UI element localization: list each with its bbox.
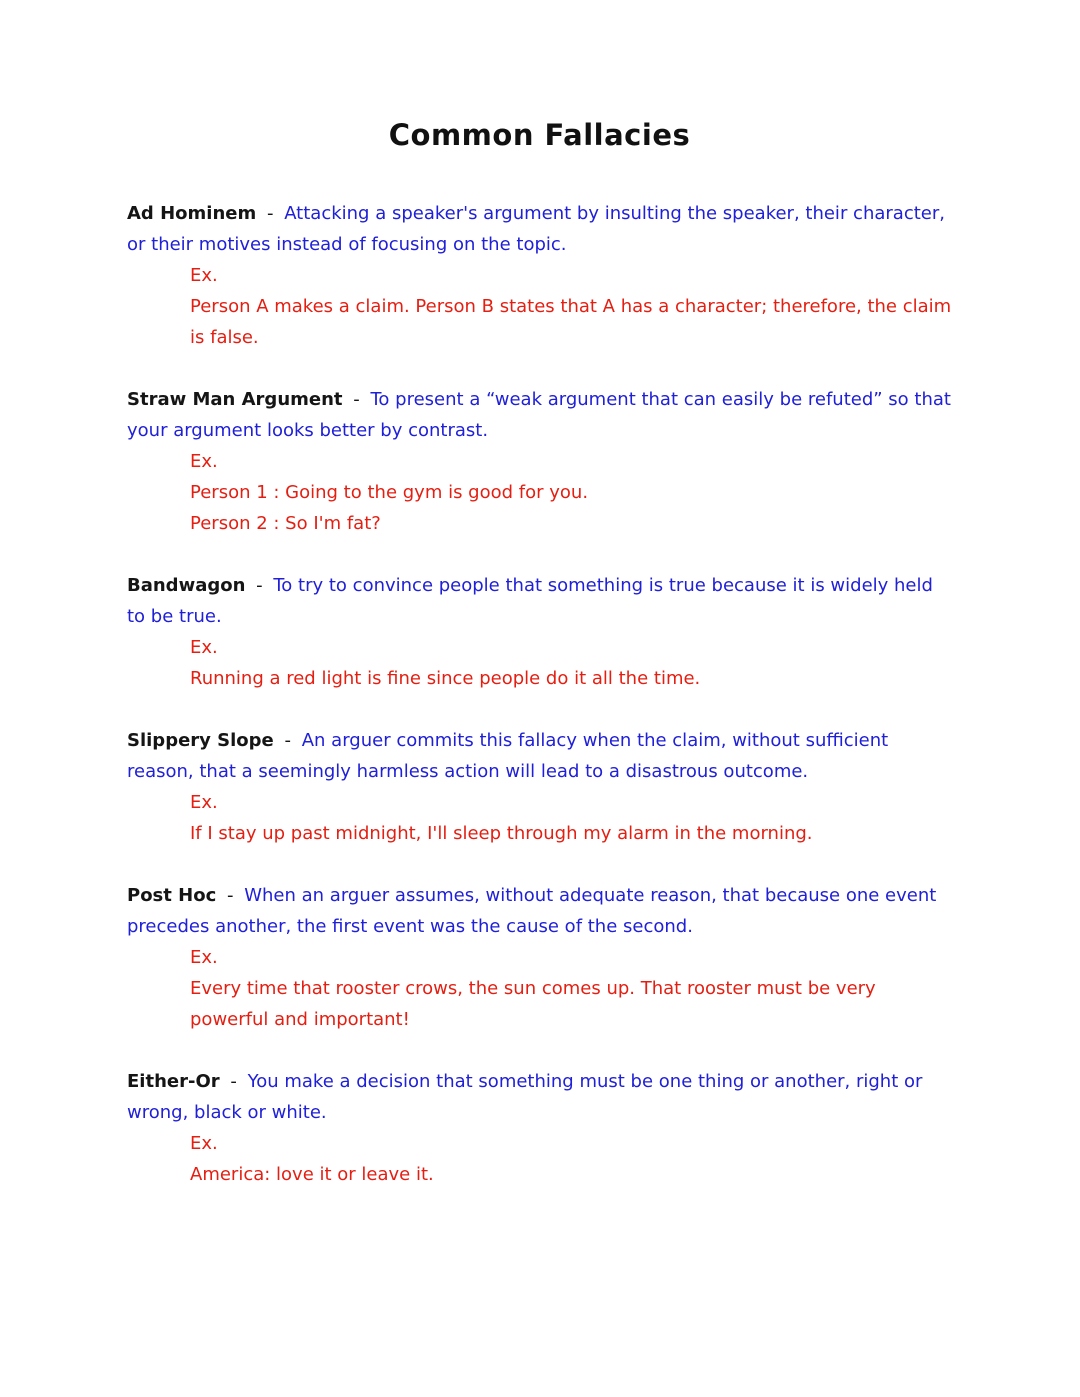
fallacy-entry-either-or: [127, 1066, 952, 1190]
page-title: Common Fallacies: [388, 118, 691, 152]
fallacy-entry-slippery-slope: [127, 725, 952, 849]
fallacy-entry-straw-man: [127, 384, 952, 539]
example-label: Ex.: [190, 947, 218, 968]
fallacy-term: Post Hoc: [127, 885, 217, 906]
fallacy-definition-line: [127, 880, 952, 942]
fallacy-definition: To try to convince people that something is true because it is widely held to be true.: [127, 575, 933, 627]
example-label: Ex.: [190, 265, 218, 286]
example-label: Ex.: [190, 1133, 218, 1154]
fallacy-term: Ad Hominem: [127, 203, 257, 224]
term-separator: -: [266, 203, 274, 224]
fallacy-term: Slippery Slope: [127, 730, 274, 751]
term-separator: -: [256, 575, 263, 596]
fallacy-definition-line: [127, 198, 952, 260]
fallacy-definition-line: [127, 725, 952, 787]
fallacy-definition: To present a “weak argument that can easily be refuted” so that your argument looks better by contrast.: [127, 389, 951, 441]
fallacy-term: Bandwagon: [127, 575, 246, 596]
example-label: Ex.: [190, 451, 218, 472]
fallacy-definition: You make a decision that something must be one thing or another, right or wrong, black or white.: [127, 1071, 923, 1123]
example-text: America: love it or leave it.: [190, 1164, 434, 1185]
example-text: Person A makes a claim. Person B states that A has a character; therefore, the claim is false.: [190, 296, 952, 348]
example-text: Every time that rooster crows, the sun comes up. That rooster must be very powerful and important!: [190, 978, 876, 1030]
fallacy-definition-line: [127, 384, 952, 446]
example-text: Person 2 : So I'm fat?: [190, 513, 381, 534]
example-text: Running a red light is fine since people do it all the time.: [190, 668, 701, 689]
fallacy-definition: When an arguer assumes, without adequate reason, that because one event precedes another, the first event was the cause of the second.: [127, 885, 937, 937]
fallacy-term: Straw Man Argument: [127, 389, 343, 410]
example-label: Ex.: [190, 637, 218, 658]
fallacy-definition: Attacking a speaker's argument by insulting the speaker, their character, or their motives instead of focusing on the topic.: [127, 203, 945, 255]
term-separator: -: [226, 885, 234, 906]
term-separator: -: [284, 730, 291, 751]
example-label: Ex.: [190, 792, 218, 813]
fallacy-entry-bandwagon: [127, 570, 952, 694]
fallacy-term: Either-Or: [127, 1071, 220, 1092]
fallacy-definition-line: [127, 570, 952, 632]
fallacy-entry-ad-hominem: [127, 198, 952, 353]
fallacy-definition: An arguer commits this fallacy when the claim, without sufficient reason, that a seemingly harmless action will lead to a disastrous outcome.: [127, 730, 889, 782]
fallacy-definition-line: [127, 1066, 952, 1128]
example-text: If I stay up past midnight, I'll sleep through my alarm in the morning.: [190, 823, 813, 844]
term-separator: -: [353, 389, 360, 410]
example-text: Person 1 : Going to the gym is good for you.: [190, 482, 589, 503]
term-separator: -: [230, 1071, 237, 1092]
fallacy-entry-post-hoc: [127, 880, 952, 1035]
